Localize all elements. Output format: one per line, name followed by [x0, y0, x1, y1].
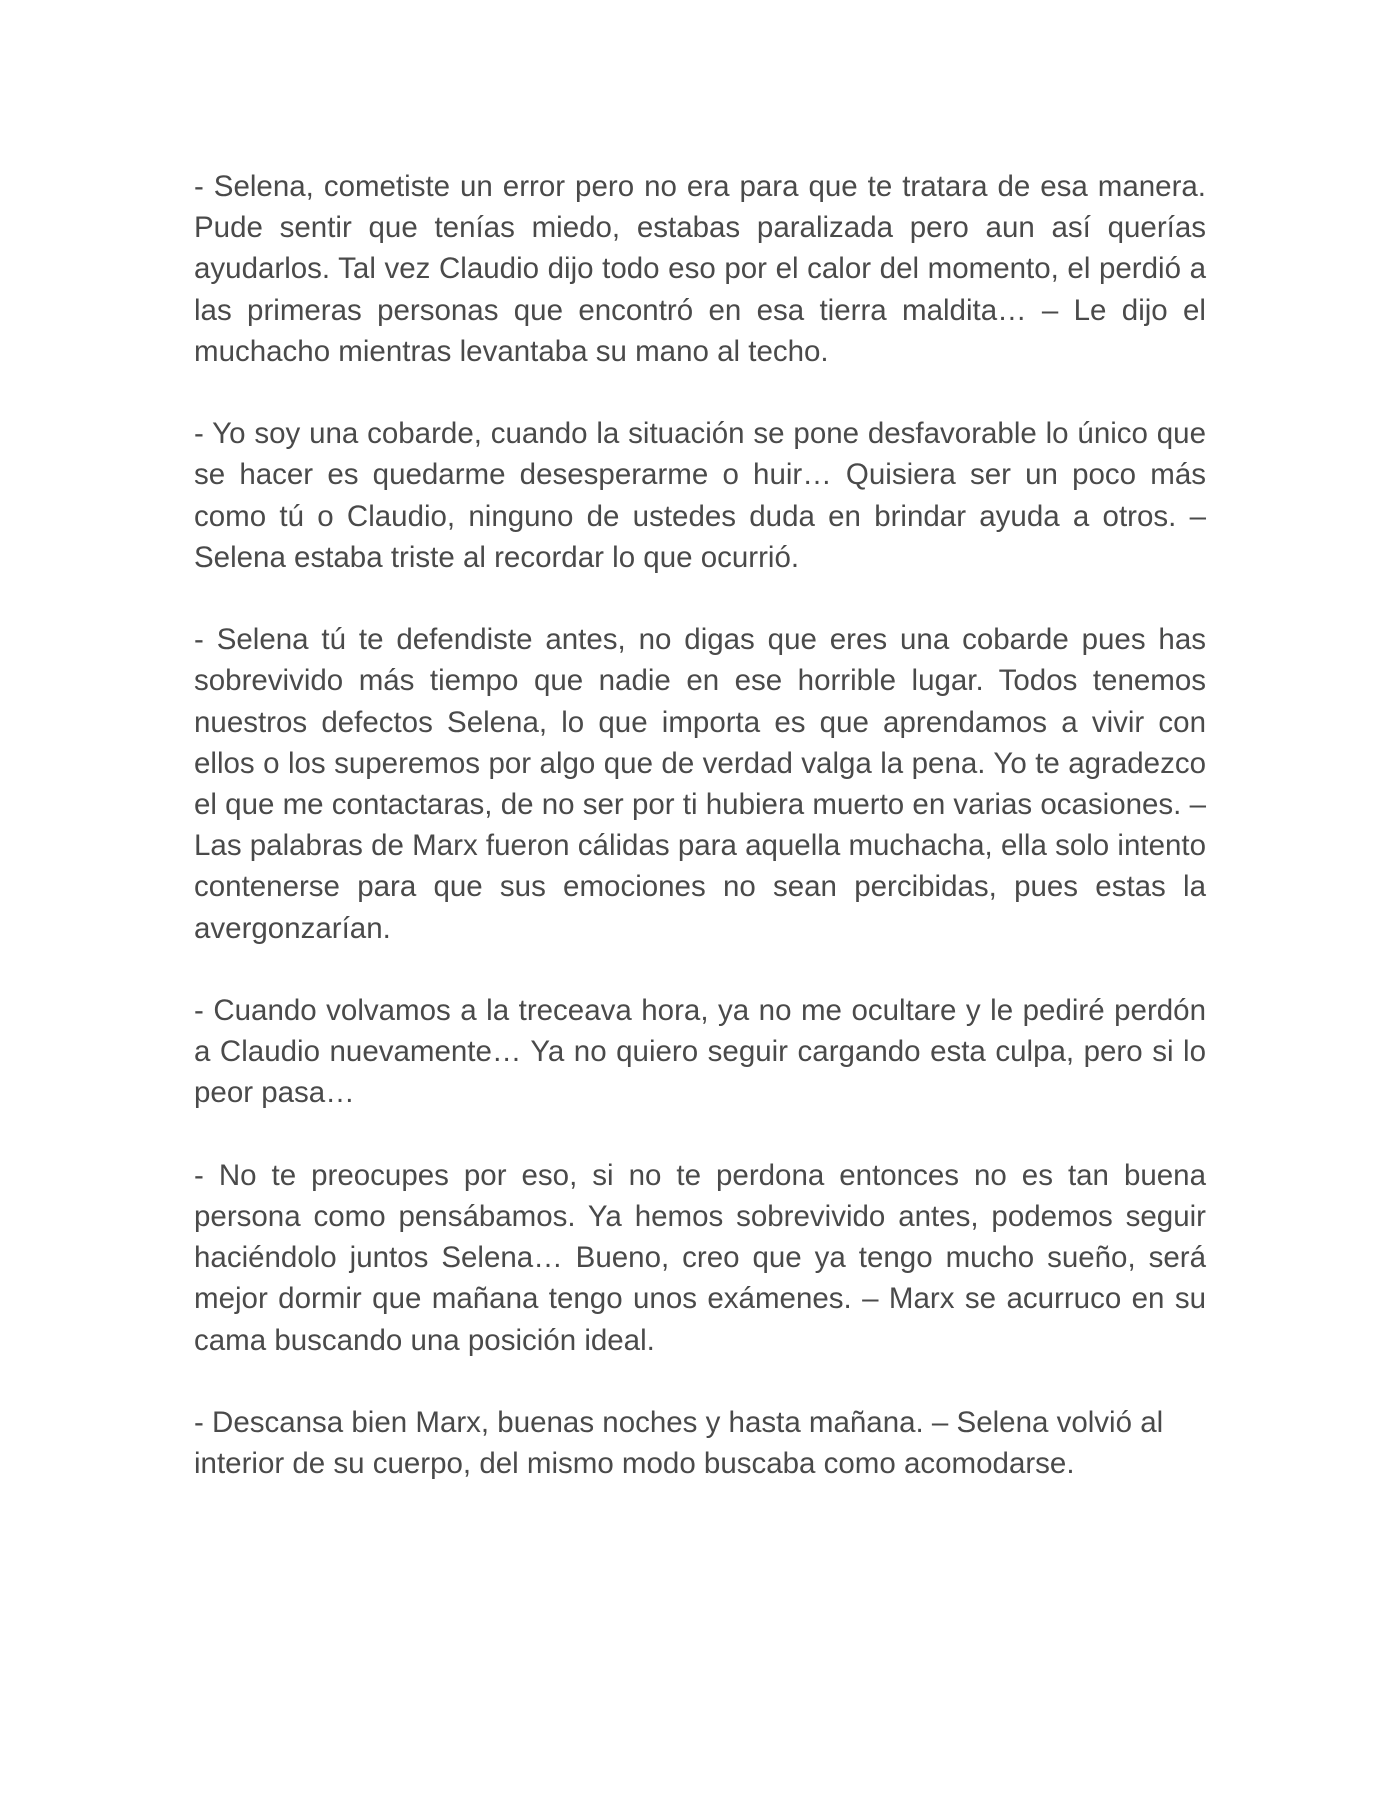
paragraph-4: - Cuando volvamos a la treceava hora, ya no me ocultare y le pediré perdón a Claudio nuevamente… Ya no quiero seguir cargando esta culpa, pero si lo peor pasa… [194, 994, 1206, 1110]
paragraph-1: - Selena, cometiste un error pero no era para que te tratara de esa manera. Pude sentir que tenías miedo, estabas paralizada pero aun así querías ayudarlos. Tal vez Claudio dijo todo eso por el calor del momento, el perdió a las primeras personas que encontró en esa tierra maldita… – Le dijo el muchacho mientras levantaba su mano al techo. [194, 170, 1206, 368]
paragraph-6: - Descansa bien Marx, buenas noches y hasta mañana. – Selena volvió al interior de su cuerpo, del mismo modo buscaba como acomodarse. [194, 1406, 1164, 1481]
document-body [194, 166, 1206, 1526]
paragraph-5: - No te preocupes por eso, si no te perdona entonces no es tan buena persona como pensábamos. Ya hemos sobrevivido antes, podemos seguir haciéndolo juntos Selena… Bueno, creo que ya tengo mucho sueño, será mejor dormir que mañana tengo unos exámenes. – Marx se acurruco en su cama buscando una posición ideal. [194, 1158, 1206, 1357]
paragraph-3: - Selena tú te defendiste antes, no digas que eres una cobarde pues has sobrevivido más tiempo que nadie en ese horrible lugar. Todos tenemos nuestros defectos Selena, lo que importa es que aprendamos a vivir con ellos o los superemos por algo que de verdad valga la pena. Yo te agradezco el que me contactaras, de no ser por ti hubiera muerto en varias ocasiones. – Las palabras de Marx fueron cálidas para aquella muchacha, ella solo intento contenerse para que sus emociones no sean percibidas, pues estas la avergonzarían. [194, 623, 1206, 945]
paragraph-2: - Yo soy una cobarde, cuando la situación se pone desfavorable lo único que se hacer es quedarme desesperarme o huir… Quisiera ser un poco más como tú o Claudio, ninguno de ustedes duda en brindar ayuda a otros. – Selena estaba triste al recordar lo que ocurrió. [194, 417, 1206, 574]
